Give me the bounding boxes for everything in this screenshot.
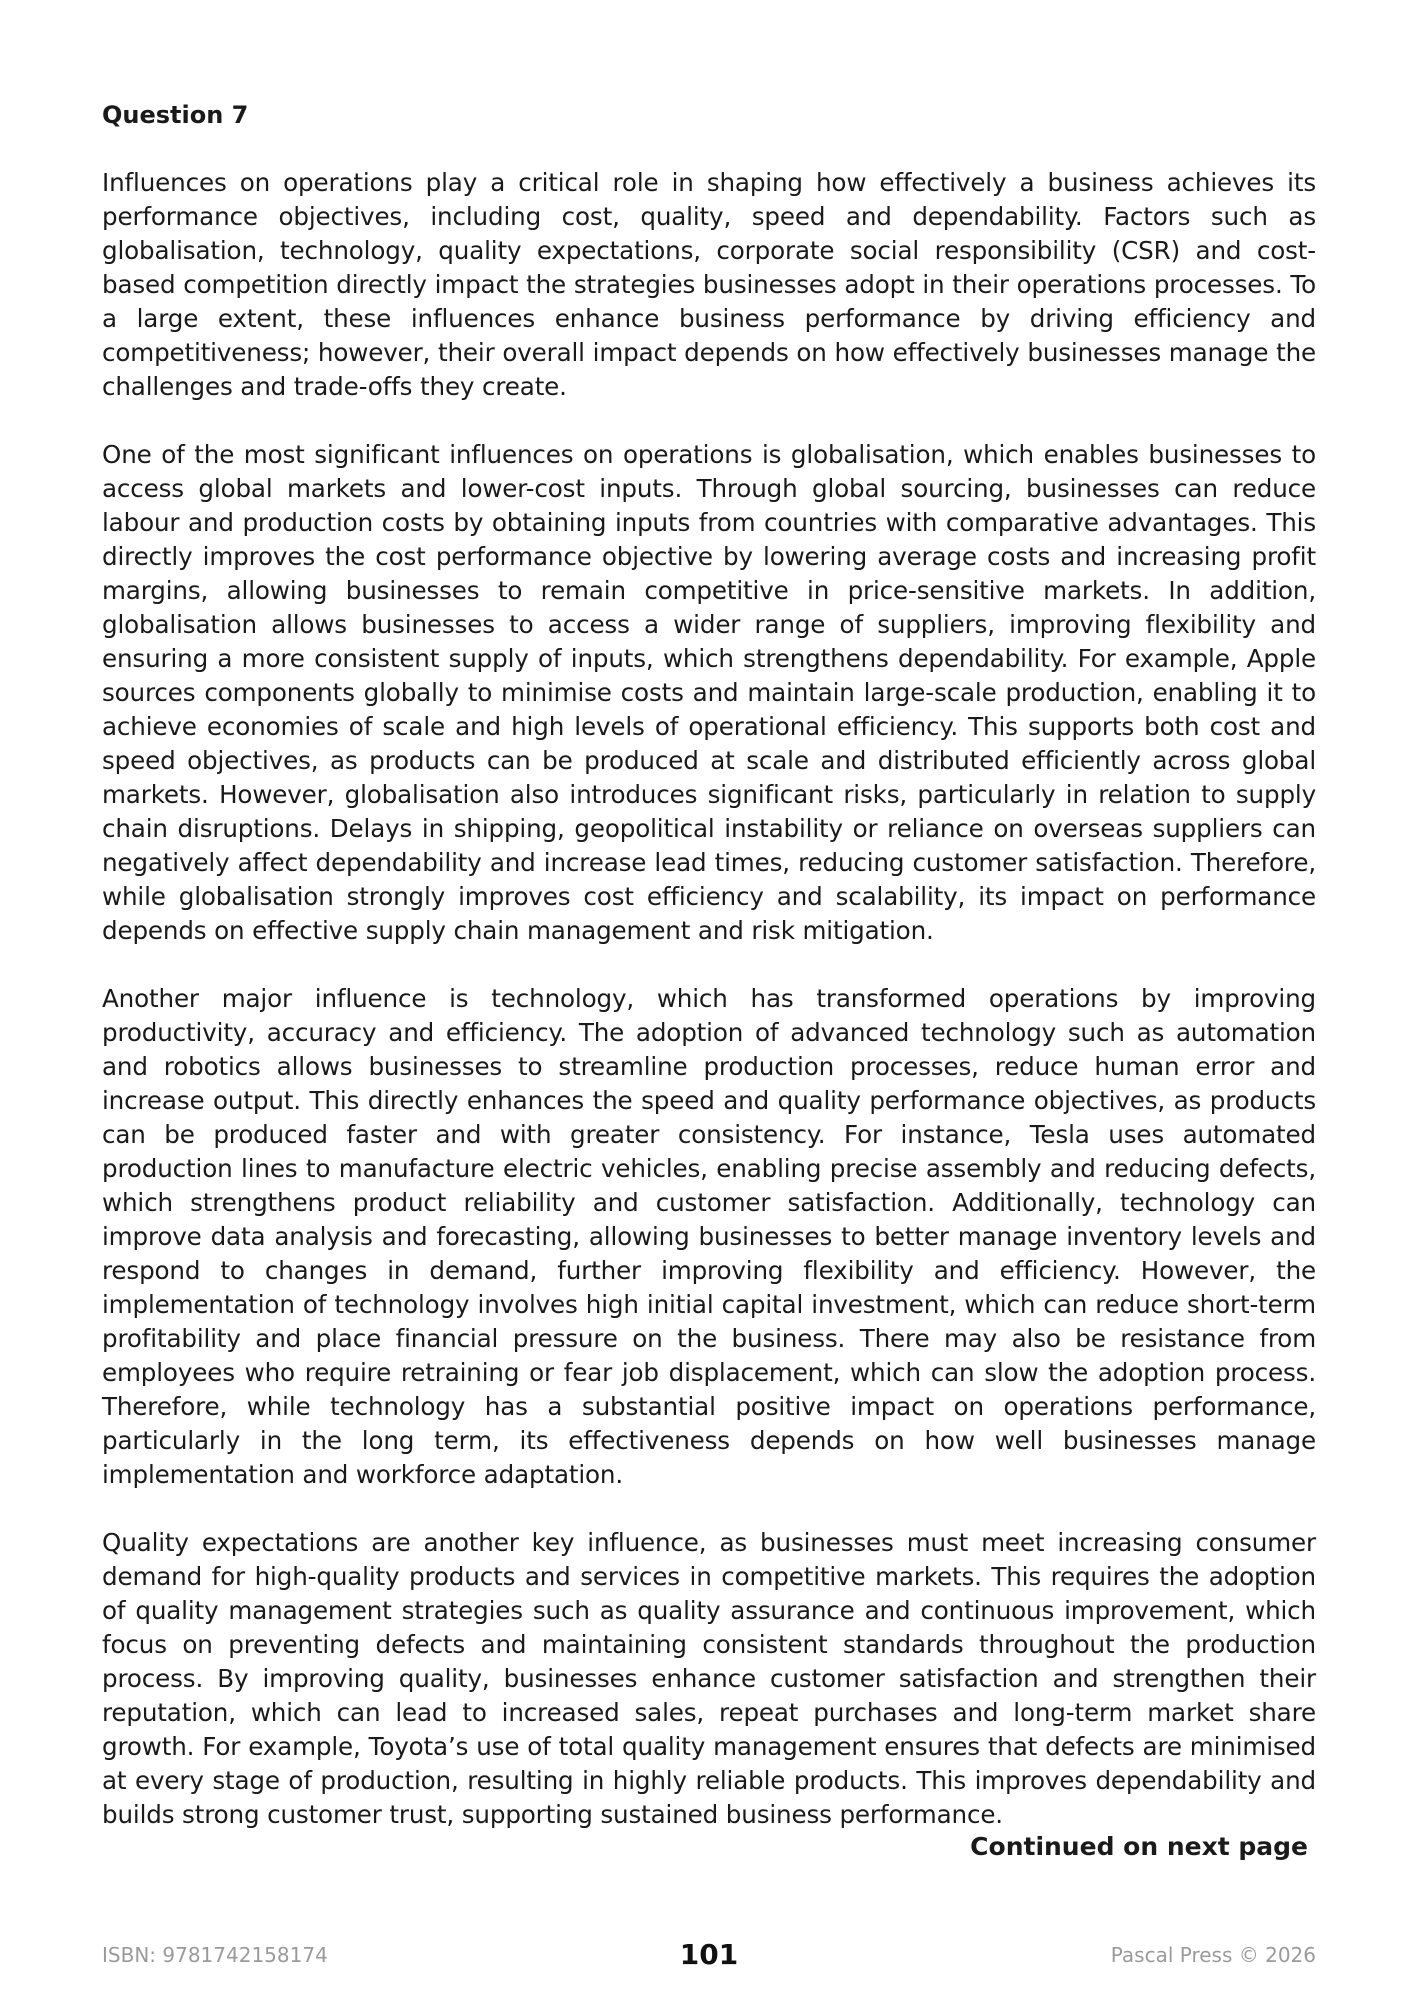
footer-isbn: ISBN: 9781742158174 (102, 1943, 328, 1967)
paragraph-globalisation: One of the most significant influences on operations is globalisation, which enables businesses to access global markets and lower-cost inputs. Through global sourcing, businesses can reduce labour and production costs by obtaining inputs from countries with comparative advantages. This directly improves the cost performance objective by lowering average costs and increasing profit margins, allowing businesses to remain competitive in price-sensitive markets. In addition, globalisation allows businesses to access a wider range of suppliers, improving flexibility and ensuring a more consistent supply of inputs, which strengthens dependability. For example, Apple sources components globally to minimise costs and maintain large-scale production, enabling it to achieve economies of scale and high levels of operational efficiency. This supports both cost and speed objectives, as products can be produced at scale and distributed efficiently across global markets. However, globalisation also introduces significant risks, particularly in relation to supply chain disruptions. Delays in shipping, geopolitical instability or reliance on overseas suppliers can negatively affect dependability and increase lead times, reducing customer satisfaction. Therefore, while globalisation strongly improves cost efficiency and scalability, its impact on performance depends on effective supply chain management and risk mitigation. (102, 440, 1316, 945)
page-footer (102, 1938, 1316, 1972)
paragraph-introduction: Influences on operations play a critical role in shaping how effectively a business achieves its performance objectives, including cost, quality, speed and dependability. Factors such as globalisation, technology, quality expectations, corporate social responsibility (CSR) and cost-based competition directly impact the strategies businesses adopt in their operations processes. To a large extent, these influences enhance business performance by driving efficiency and competitiveness; however, their overall impact depends on how effectively businesses manage the challenges and trade-offs they create. (102, 168, 1316, 401)
document-body (102, 98, 1316, 1866)
continued-on-next-page-label: Continued on next page (970, 1832, 1308, 1861)
paragraph-technology: Another major influence is technology, which has transformed operations by improving productivity, accuracy and efficiency. The adoption of advanced technology such as automation and robotics allows businesses to streamline production processes, reduce human error and increase output. This directly enhances the speed and quality performance objectives, as products can be produced faster and with greater consistency. For instance, Tesla uses automated production lines to manufacture electric vehicles, enabling precise assembly and reducing defects, which strengthens product reliability and customer satisfaction. Additionally, technology can improve data analysis and forecasting, allowing businesses to better manage inventory levels and respond to changes in demand, further improving flexibility and efficiency. However, the implementation of technology involves high initial capital investment, which can reduce short-term profitability and place financial pressure on the business. There may also be resistance from employees who require retraining or fear job displacement, which can slow the adoption process. Therefore, while technology has a substantial positive impact on operations performance, particularly in the long term, its effectiveness depends on how well businesses manage implementation and workforce adaptation. (102, 984, 1316, 1489)
paragraph-quality-expectations: Quality expectations are another key influence, as businesses must meet increasing consumer demand for high-quality products and services in competitive markets. This requires the adoption of quality management strategies such as quality assurance and continuous improvement, which focus on preventing defects and maintaining consistent standards throughout the production process. By improving quality, businesses enhance customer satisfaction and strengthen their reputation, which can lead to increased sales, repeat purchases and long-term market share growth. For example, Toyota’s use of total quality management ensures that defects are minimised at every stage of production, resulting in highly reliable products. This improves dependability and builds strong customer trust, supporting sustained business performance. (102, 1528, 1316, 1829)
footer-copyright: Pascal Press © 2026 (1110, 1943, 1316, 1967)
question-heading: Question 7 (102, 101, 249, 129)
footer-page-number: 101 (679, 1938, 739, 1971)
